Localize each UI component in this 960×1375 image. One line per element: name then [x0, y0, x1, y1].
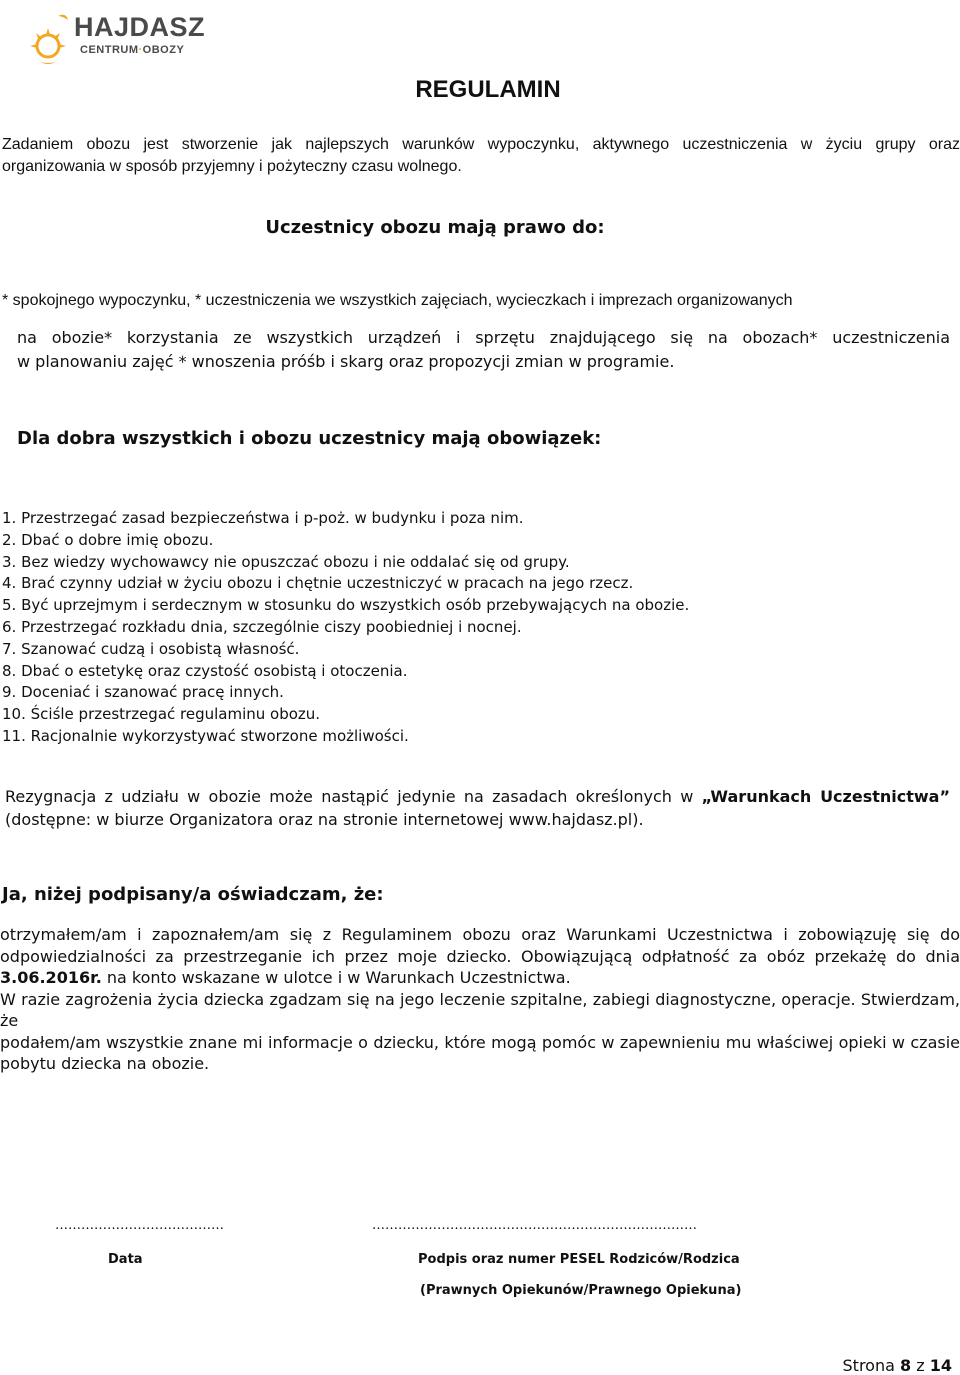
- duty-item: 2. Dbać o dobre imię obozu.: [2, 530, 214, 549]
- rights-paragraph: [17, 326, 950, 374]
- duty-item: 9. Doceniać i szanować pracę innych.: [2, 683, 284, 702]
- declaration-heading: Ja, niżej podpisany/a oświadczam, że:: [2, 884, 384, 905]
- logo-name: HAJDASZ: [74, 12, 206, 42]
- page-title: REGULAMIN: [415, 76, 561, 103]
- parent-signature-line: …………………………………………………………………: [372, 1218, 697, 1233]
- resignation-line-2: (dostępne: w biurze Organizatora oraz na stronie internetowej www.hajdasz.pl).: [5, 810, 644, 829]
- declaration-line-3: 3.06.2016r. na konto wskazane w ulotce i w Warunkach Uczestnictwa.: [0, 968, 571, 987]
- declaration-line-2: odpowiedzialności za przestrzeganie ich przez moje dziecko. Obowiązującą odpłatność za obóz przekażę do dnia: [0, 946, 960, 966]
- duty-item: 3. Bez wiedzy wychowawcy nie opuszczać obozu i nie oddalać się od grupy.: [2, 552, 570, 571]
- declaration-line-4: W razie zagrożenia życia dziecka zgadzam się na jego leczenie szpitalne, zabiegi diagnostyczne, operacje. Stwierdzam, że: [0, 989, 960, 1030]
- signature-label: Podpis oraz numer PESEL Rodziców/Rodzica: [418, 1252, 740, 1267]
- rights-heading: Uczestnicy obozu mają prawo do:: [265, 217, 605, 238]
- signature-sublabel: (Prawnych Opiekunów/Prawnego Opiekuna): [420, 1283, 742, 1298]
- intro-paragraph: [2, 134, 960, 178]
- duties-list: [2, 508, 689, 748]
- date-signature-line: …………………………………: [55, 1218, 224, 1233]
- duty-item: 4. Brać czynny udział w życiu obozu i chętnie uczestniczyć w pracach na jego rzecz.: [2, 574, 634, 593]
- duty-item: 10. Ściśle przestrzegać regulaminu obozu.: [2, 705, 321, 724]
- rights-line-3: w planowaniu zajęć * wnoszenia próśb i skarg oraz propozycji zmian w programie.: [17, 352, 675, 371]
- duty-item: 11. Racjonalnie wykorzystywać stworzone możliwości.: [2, 726, 409, 745]
- declaration-line-1: otrzymałem/am i zapoznałem/am się z Regulaminem obozu oraz Warunkami Uczestnictwa i zobowiązuję się do: [0, 925, 960, 944]
- rights-line-2: na obozie* korzystania ze wszystkich urządzeń i sprzętu znajdującego się na obozach* uczestniczenia: [17, 328, 950, 347]
- company-logo: [22, 6, 206, 70]
- date-label: Data: [108, 1252, 143, 1267]
- resignation-line-1: Rezygnacja z udziału w obozie może nastąpić jedynie na zasadach określonych w „Warunkach Uczestnictwa”: [5, 787, 950, 806]
- duty-item: 7. Szanować cudzą i osobistą własność.: [2, 639, 300, 658]
- declaration-paragraph: [0, 924, 960, 1075]
- page-number: Strona 8 z 14: [842, 1356, 952, 1375]
- intro-line-2: organizowania w sposób przyjemny i pożyteczny czasu wolnego.: [2, 158, 462, 175]
- conditions-link-text: „Warunkach Uczestnictwa”: [701, 787, 950, 806]
- logo-subtitle: CENTRUM·OBOZY: [80, 44, 185, 56]
- payment-date: 3.06.2016r.: [0, 968, 102, 987]
- rights-line-1: * spokojnego wypoczynku, * uczestniczenia we wszystkich zajęciach, wycieczkach i imprezach organizowanych: [2, 292, 793, 309]
- duty-item: 8. Dbać o estetykę oraz czystość osobistą i otoczenia.: [2, 661, 408, 680]
- declaration-line-6: pobytu dziecka na obozie.: [0, 1054, 210, 1073]
- duty-item: 1. Przestrzegać zasad bezpieczeństwa i p-poż. w budynku i poza nim.: [2, 509, 524, 527]
- duty-item: 5. Być uprzejmym i serdecznym w stosunku do wszystkich osób przebywających na obozie.: [2, 596, 690, 615]
- duty-item: 6. Przestrzegać rozkładu dnia, szczególnie ciszy poobiedniej i nocnej.: [2, 617, 522, 636]
- duties-heading: Dla dobra wszystkich i obozu uczestnicy mają obowiązek:: [17, 428, 602, 449]
- logo-sub2: OBOZY: [142, 44, 185, 56]
- logo-sub: CENTRUM: [80, 44, 139, 56]
- intro-line-1: Zadaniem obozu jest stworzenie jak najlepszych warunków wypoczynku, aktywnego uczestniczenia w życiu grupy oraz: [2, 136, 960, 153]
- declaration-line-5: podałem/am wszystkie znane mi informacje o dziecku, które mogą pomóc w zapewnieniu mu właściwej opieki w czasie: [0, 1032, 960, 1052]
- resignation-paragraph: [5, 785, 950, 831]
